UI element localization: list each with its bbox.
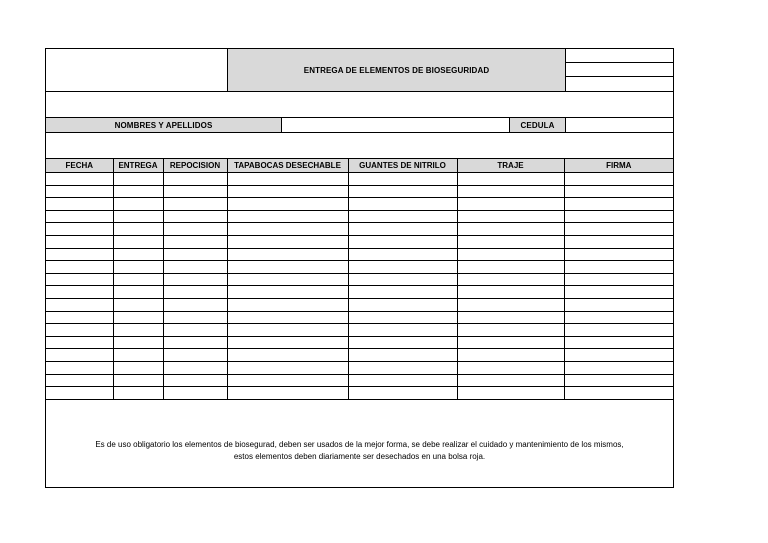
table-cell[interactable]	[113, 248, 163, 261]
table-cell[interactable]	[457, 185, 564, 198]
logo-cell	[46, 49, 228, 91]
table-cell[interactable]	[163, 298, 227, 311]
table-cell[interactable]	[564, 336, 673, 349]
table-row	[46, 273, 673, 286]
header-bottom-rule	[46, 91, 673, 92]
table-row	[46, 185, 673, 198]
col-header-signature: FIRMA	[564, 159, 673, 173]
table-cell[interactable]	[227, 286, 348, 299]
table-row	[46, 324, 673, 337]
table-cell[interactable]	[46, 185, 113, 198]
table-cell[interactable]	[227, 361, 348, 374]
table-row	[46, 248, 673, 261]
table-cell[interactable]	[46, 387, 113, 400]
table-cell[interactable]	[163, 374, 227, 387]
table-cell[interactable]	[163, 185, 227, 198]
table-cell[interactable]	[163, 223, 227, 236]
table-cell[interactable]	[564, 387, 673, 400]
col-header-replacement: REPOCISION	[163, 159, 227, 173]
table-cell[interactable]	[564, 198, 673, 211]
delivery-log-table	[46, 158, 673, 400]
table-cell[interactable]	[227, 273, 348, 286]
table-cell[interactable]	[113, 324, 163, 337]
table-cell[interactable]	[227, 311, 348, 324]
table-row	[46, 387, 673, 400]
table-cell[interactable]	[113, 223, 163, 236]
table-cell[interactable]	[163, 361, 227, 374]
table-cell[interactable]	[457, 361, 564, 374]
table-cell[interactable]	[163, 173, 227, 186]
table-cell[interactable]	[348, 198, 457, 211]
id-field[interactable]	[566, 118, 673, 132]
table-cell[interactable]	[113, 286, 163, 299]
table-cell[interactable]	[163, 349, 227, 362]
table-cell[interactable]	[564, 311, 673, 324]
table-cell[interactable]	[46, 361, 113, 374]
table-cell[interactable]	[46, 324, 113, 337]
table-cell[interactable]	[564, 210, 673, 223]
table-cell[interactable]	[46, 286, 113, 299]
table-header-row	[46, 159, 673, 173]
table-cell[interactable]	[348, 311, 457, 324]
table-cell[interactable]	[564, 374, 673, 387]
table-cell[interactable]	[46, 336, 113, 349]
table-row	[46, 374, 673, 387]
table-cell[interactable]	[46, 273, 113, 286]
table-cell[interactable]	[227, 349, 348, 362]
table-row	[46, 210, 673, 223]
table-cell[interactable]	[227, 210, 348, 223]
table-cell[interactable]	[348, 349, 457, 362]
table-cell[interactable]	[457, 235, 564, 248]
table-cell[interactable]	[227, 223, 348, 236]
table-cell[interactable]	[163, 336, 227, 349]
table-cell[interactable]	[348, 286, 457, 299]
table-cell[interactable]	[348, 298, 457, 311]
table-cell[interactable]	[46, 374, 113, 387]
table-cell[interactable]	[46, 223, 113, 236]
table-cell[interactable]	[227, 298, 348, 311]
table-cell[interactable]	[113, 349, 163, 362]
table-cell[interactable]	[564, 286, 673, 299]
table-row	[46, 173, 673, 186]
table-cell[interactable]	[564, 248, 673, 261]
table-cell[interactable]	[457, 336, 564, 349]
table-cell[interactable]	[564, 235, 673, 248]
form-title: ENTREGA DE ELEMENTOS DE BIOSEGURIDAD	[228, 49, 566, 91]
table-cell[interactable]	[163, 311, 227, 324]
table-cell[interactable]	[457, 311, 564, 324]
biosecurity-delivery-form	[45, 48, 674, 488]
table-cell[interactable]	[113, 298, 163, 311]
table-cell[interactable]	[457, 248, 564, 261]
table-cell[interactable]	[564, 273, 673, 286]
col-header-suit: TRAJE	[457, 159, 564, 173]
table-cell[interactable]	[457, 198, 564, 211]
table-cell[interactable]	[163, 210, 227, 223]
table-row	[46, 336, 673, 349]
table-cell[interactable]	[227, 324, 348, 337]
table-cell[interactable]	[163, 261, 227, 274]
table-cell[interactable]	[113, 336, 163, 349]
table-cell[interactable]	[348, 273, 457, 286]
table-cell[interactable]	[348, 173, 457, 186]
table-row	[46, 198, 673, 211]
table-cell[interactable]	[348, 336, 457, 349]
table-cell[interactable]	[46, 248, 113, 261]
table-cell[interactable]	[113, 311, 163, 324]
table-cell[interactable]	[227, 387, 348, 400]
col-header-date: FECHA	[46, 159, 113, 173]
table-cell[interactable]	[348, 223, 457, 236]
usage-note-line-1: Es de uso obligatorio los elementos de biosegurad, deben ser usados de la mejor forma, se debe realizar el cuidado y mantenimiento de los mismos,	[95, 440, 624, 449]
table-cell[interactable]	[348, 235, 457, 248]
table-cell[interactable]	[227, 336, 348, 349]
table-cell[interactable]	[564, 185, 673, 198]
table-cell[interactable]	[564, 261, 673, 274]
id-label: CEDULA	[510, 118, 566, 132]
table-cell[interactable]	[348, 248, 457, 261]
table-cell[interactable]	[564, 324, 673, 337]
table-cell[interactable]	[348, 185, 457, 198]
table-cell[interactable]	[113, 387, 163, 400]
table-row	[46, 311, 673, 324]
table-row	[46, 286, 673, 299]
table-cell[interactable]	[46, 349, 113, 362]
table-cell[interactable]	[163, 286, 227, 299]
table-cell[interactable]	[564, 223, 673, 236]
table-cell[interactable]	[227, 198, 348, 211]
table-cell[interactable]	[113, 185, 163, 198]
document-code-box	[566, 49, 673, 91]
table-cell[interactable]	[227, 185, 348, 198]
usage-note	[46, 420, 673, 487]
table-cell[interactable]	[46, 311, 113, 324]
table-row	[46, 223, 673, 236]
table-cell[interactable]	[348, 324, 457, 337]
name-label: NOMBRES Y APELLIDOS	[46, 118, 282, 132]
table-cell[interactable]	[46, 298, 113, 311]
name-row-rule	[46, 132, 673, 133]
table-body	[46, 173, 673, 400]
table-cell[interactable]	[348, 374, 457, 387]
table-cell[interactable]	[113, 210, 163, 223]
table-cell[interactable]	[227, 235, 348, 248]
table-cell[interactable]	[113, 235, 163, 248]
col-header-delivery: ENTREGA	[113, 159, 163, 173]
table-cell[interactable]	[348, 261, 457, 274]
table-row	[46, 261, 673, 274]
table-cell[interactable]	[46, 198, 113, 211]
table-cell[interactable]	[227, 261, 348, 274]
table-cell[interactable]	[113, 273, 163, 286]
table-cell[interactable]	[46, 235, 113, 248]
col-header-gloves: GUANTES DE NITRILO	[348, 159, 457, 173]
table-cell[interactable]	[113, 198, 163, 211]
table-row	[46, 361, 673, 374]
table-cell[interactable]	[457, 374, 564, 387]
col-header-masks: TAPABOCAS DESECHABLE	[227, 159, 348, 173]
table-cell[interactable]	[457, 324, 564, 337]
table-cell[interactable]	[46, 210, 113, 223]
table-row	[46, 235, 673, 248]
table-cell[interactable]	[113, 173, 163, 186]
table-row	[46, 298, 673, 311]
table-cell[interactable]	[457, 298, 564, 311]
table-cell[interactable]	[457, 349, 564, 362]
table-cell[interactable]	[457, 223, 564, 236]
table-cell[interactable]	[163, 387, 227, 400]
table-cell[interactable]	[227, 374, 348, 387]
table-cell[interactable]	[163, 324, 227, 337]
table-cell[interactable]	[457, 210, 564, 223]
table-cell[interactable]	[113, 374, 163, 387]
table-cell[interactable]	[564, 173, 673, 186]
table-cell[interactable]	[163, 235, 227, 248]
table-cell[interactable]	[348, 387, 457, 400]
table-cell[interactable]	[348, 361, 457, 374]
table-cell[interactable]	[163, 198, 227, 211]
table-cell[interactable]	[457, 261, 564, 274]
table-cell[interactable]	[457, 387, 564, 400]
name-field[interactable]	[282, 118, 510, 132]
table-cell[interactable]	[113, 361, 163, 374]
table-cell[interactable]	[163, 273, 227, 286]
table-cell[interactable]	[457, 173, 564, 186]
table-cell[interactable]	[227, 173, 348, 186]
usage-note-line-2: estos elementos deben diariamente ser desechados en una bolsa roja.	[233, 452, 486, 461]
table-cell[interactable]	[227, 248, 348, 261]
table-row	[46, 349, 673, 362]
table-cell[interactable]	[113, 261, 163, 274]
table-cell[interactable]	[348, 210, 457, 223]
table-cell[interactable]	[457, 286, 564, 299]
table-cell[interactable]	[564, 298, 673, 311]
table-cell[interactable]	[163, 248, 227, 261]
table-cell[interactable]	[457, 273, 564, 286]
table-cell[interactable]	[564, 349, 673, 362]
table-cell[interactable]	[46, 261, 113, 274]
table-cell[interactable]	[46, 173, 113, 186]
table-cell[interactable]	[564, 361, 673, 374]
